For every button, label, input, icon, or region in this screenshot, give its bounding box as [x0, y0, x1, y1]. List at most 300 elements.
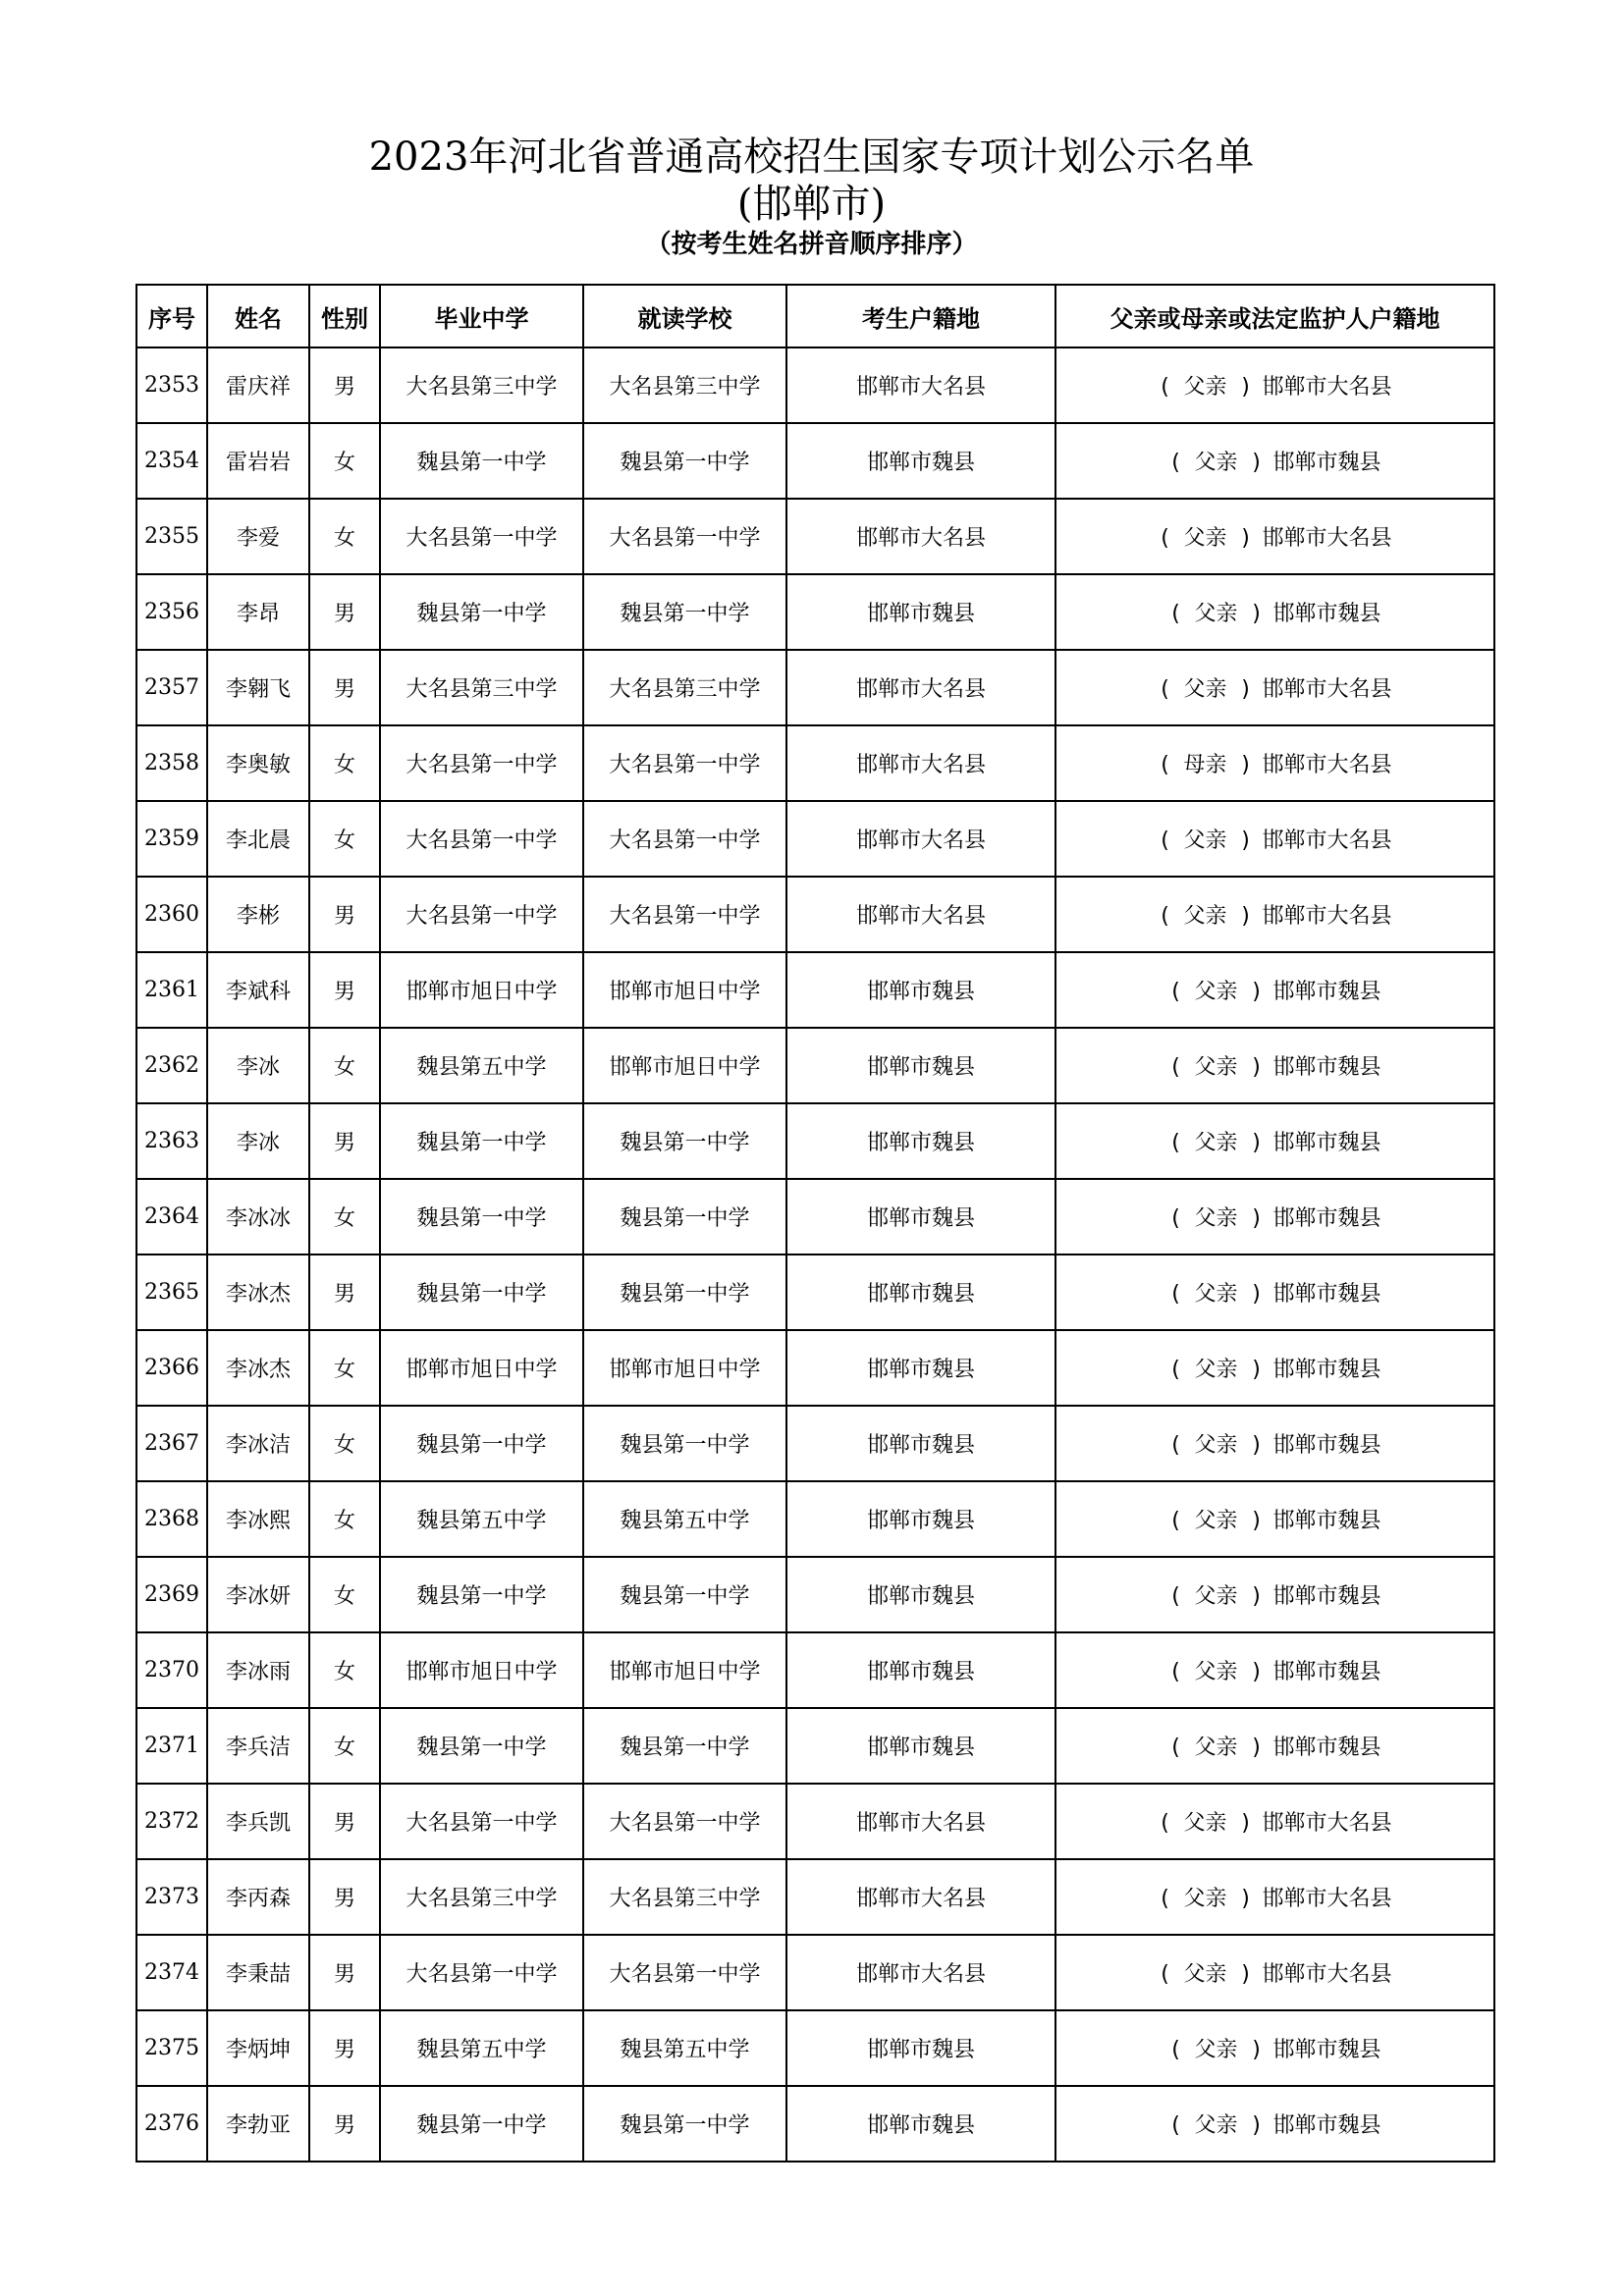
- guardian-relation: 父亲: [1183, 375, 1227, 400]
- cell-gender: 男: [309, 2010, 380, 2086]
- table-row: [136, 1103, 1494, 1179]
- cell-seq: 2358: [136, 725, 207, 801]
- guardian-residence: 邯郸市大名县: [1262, 1811, 1392, 1836]
- cell-name: 李昂: [207, 574, 309, 650]
- cell-guardian: [1055, 1859, 1494, 1935]
- cell-grad-school: 大名县第一中学: [380, 1935, 583, 2010]
- cell-seq: 2366: [136, 1330, 207, 1406]
- open-paren: (: [1161, 753, 1169, 777]
- table-row: [136, 2010, 1494, 2086]
- table-row: [136, 574, 1494, 650]
- cell-name: 雷岩岩: [207, 423, 309, 499]
- cell-gender: 女: [309, 1406, 380, 1481]
- close-paren: ): [1252, 1055, 1261, 1080]
- cell-seq: 2362: [136, 1028, 207, 1103]
- cell-name: 李彬: [207, 877, 309, 952]
- cell-name: 李斌科: [207, 952, 309, 1028]
- header-name: 姓名: [207, 285, 309, 347]
- close-paren: ): [1252, 1282, 1261, 1307]
- cell-seq: 2363: [136, 1103, 207, 1179]
- table-row: [136, 1784, 1494, 1859]
- header-seq: 序号: [136, 285, 207, 347]
- table-row: [136, 1028, 1494, 1103]
- guardian-relation: 父亲: [1194, 602, 1238, 626]
- cell-gender: 女: [309, 1632, 380, 1708]
- cell-name: 李冰洁: [207, 1406, 309, 1481]
- open-paren: (: [1161, 1887, 1169, 1911]
- guardian-relation: 父亲: [1194, 1509, 1238, 1533]
- open-paren: (: [1161, 1811, 1169, 1836]
- cell-guardian: [1055, 952, 1494, 1028]
- cell-residence: 邯郸市魏县: [786, 423, 1055, 499]
- cell-name: 李冰雨: [207, 1632, 309, 1708]
- open-paren: (: [1171, 1660, 1180, 1684]
- cell-name: 李冰妍: [207, 1557, 309, 1632]
- cell-name: 李勃亚: [207, 2086, 309, 2162]
- open-paren: (: [1171, 1131, 1180, 1155]
- guardian-residence: 邯郸市魏县: [1272, 980, 1381, 1004]
- cell-study-school: 大名县第一中学: [583, 1935, 786, 2010]
- cell-study-school: 大名县第三中学: [583, 650, 786, 725]
- guardian-relation: 父亲: [1183, 828, 1227, 853]
- cell-guardian: [1055, 1481, 1494, 1557]
- guardian-residence: 邯郸市魏县: [1272, 1131, 1381, 1155]
- cell-name: 李冰杰: [207, 1255, 309, 1330]
- page-title: 2023年河北省普通高校招生国家专项计划公示名单: [368, 134, 1255, 180]
- cell-name: 李秉喆: [207, 1935, 309, 2010]
- table-row: [136, 650, 1494, 725]
- cell-study-school: 魏县第一中学: [583, 574, 786, 650]
- open-paren: (: [1161, 526, 1169, 551]
- cell-grad-school: 大名县第一中学: [380, 877, 583, 952]
- close-paren: ): [1252, 2113, 1261, 2138]
- cell-guardian: [1055, 1330, 1494, 1406]
- cell-study-school: 邯郸市旭日中学: [583, 1028, 786, 1103]
- table-row: [136, 1330, 1494, 1406]
- cell-gender: 男: [309, 1784, 380, 1859]
- cell-residence: 邯郸市魏县: [786, 2010, 1055, 2086]
- cell-guardian: [1055, 1784, 1494, 1859]
- close-paren: ): [1241, 1811, 1250, 1836]
- cell-grad-school: 魏县第一中学: [380, 1406, 583, 1481]
- cell-residence: 邯郸市魏县: [786, 1330, 1055, 1406]
- cell-grad-school: 魏县第一中学: [380, 2086, 583, 2162]
- cell-name: 李奥敏: [207, 725, 309, 801]
- cell-study-school: 大名县第一中学: [583, 499, 786, 574]
- cell-study-school: 邯郸市旭日中学: [583, 1632, 786, 1708]
- guardian-residence: 邯郸市魏县: [1272, 451, 1381, 475]
- guardian-relation: 父亲: [1194, 1055, 1238, 1080]
- cell-study-school: 邯郸市旭日中学: [583, 1330, 786, 1406]
- cell-grad-school: 邯郸市旭日中学: [380, 952, 583, 1028]
- cell-guardian: [1055, 801, 1494, 877]
- guardian-residence: 邯郸市魏县: [1272, 1433, 1381, 1458]
- header-gender: 性别: [309, 285, 380, 347]
- cell-seq: 2372: [136, 1784, 207, 1859]
- cell-gender: 女: [309, 1028, 380, 1103]
- table-row: [136, 1406, 1494, 1481]
- cell-grad-school: 魏县第五中学: [380, 1028, 583, 1103]
- open-paren: (: [1171, 1584, 1180, 1609]
- cell-gender: 男: [309, 1935, 380, 2010]
- cell-seq: 2364: [136, 1179, 207, 1255]
- cell-study-school: 大名县第一中学: [583, 877, 786, 952]
- cell-seq: 2355: [136, 499, 207, 574]
- open-paren: (: [1171, 1509, 1180, 1533]
- cell-seq: 2354: [136, 423, 207, 499]
- close-paren: ): [1252, 451, 1261, 475]
- cell-gender: 男: [309, 574, 380, 650]
- cell-guardian: [1055, 650, 1494, 725]
- cell-guardian: [1055, 1103, 1494, 1179]
- close-paren: ): [1241, 526, 1250, 551]
- roster-table: [135, 284, 1495, 2163]
- cell-name: 李兵凯: [207, 1784, 309, 1859]
- cell-gender: 女: [309, 1179, 380, 1255]
- close-paren: ): [1241, 904, 1250, 929]
- sort-note: （按考生姓名拼音顺序排序）: [645, 230, 978, 259]
- guardian-residence: 邯郸市魏县: [1272, 1509, 1381, 1533]
- cell-guardian: [1055, 347, 1494, 423]
- cell-guardian: [1055, 423, 1494, 499]
- guardian-residence: 邯郸市魏县: [1272, 2038, 1381, 2062]
- guardian-relation: 父亲: [1194, 1282, 1238, 1307]
- cell-gender: 男: [309, 1103, 380, 1179]
- open-paren: (: [1161, 677, 1169, 702]
- guardian-relation: 父亲: [1183, 1811, 1227, 1836]
- cell-name: 李兵洁: [207, 1708, 309, 1784]
- cell-seq: 2357: [136, 650, 207, 725]
- cell-seq: 2368: [136, 1481, 207, 1557]
- guardian-relation: 父亲: [1194, 1131, 1238, 1155]
- cell-gender: 女: [309, 1708, 380, 1784]
- open-paren: (: [1171, 980, 1180, 1004]
- cell-guardian: [1055, 1708, 1494, 1784]
- cell-residence: 邯郸市大名县: [786, 650, 1055, 725]
- guardian-relation: 父亲: [1194, 2038, 1238, 2062]
- cell-residence: 邯郸市大名县: [786, 877, 1055, 952]
- cell-seq: 2375: [136, 2010, 207, 2086]
- cell-guardian: [1055, 1406, 1494, 1481]
- cell-name: 李冰: [207, 1103, 309, 1179]
- open-paren: (: [1171, 1433, 1180, 1458]
- guardian-residence: 邯郸市大名县: [1262, 753, 1392, 777]
- cell-seq: 2361: [136, 952, 207, 1028]
- close-paren: ): [1252, 1131, 1261, 1155]
- cell-seq: 2360: [136, 877, 207, 952]
- cell-gender: 男: [309, 952, 380, 1028]
- guardian-residence: 邯郸市大名县: [1262, 1887, 1392, 1911]
- guardian-relation: 父亲: [1194, 451, 1238, 475]
- header-residence: 考生户籍地: [786, 285, 1055, 347]
- cell-residence: 邯郸市魏县: [786, 1632, 1055, 1708]
- cell-grad-school: 魏县第一中学: [380, 1708, 583, 1784]
- open-paren: (: [1171, 1206, 1180, 1231]
- cell-guardian: [1055, 2010, 1494, 2086]
- cell-seq: 2367: [136, 1406, 207, 1481]
- cell-gender: 女: [309, 499, 380, 574]
- cell-grad-school: 魏县第一中学: [380, 1103, 583, 1179]
- close-paren: ): [1241, 677, 1250, 702]
- cell-guardian: [1055, 1557, 1494, 1632]
- cell-residence: 邯郸市魏县: [786, 2086, 1055, 2162]
- cell-study-school: 魏县第一中学: [583, 2086, 786, 2162]
- cell-name: 李冰杰: [207, 1330, 309, 1406]
- cell-name: 李北晨: [207, 801, 309, 877]
- close-paren: ): [1252, 602, 1261, 626]
- cell-guardian: [1055, 1179, 1494, 1255]
- cell-study-school: 大名县第三中学: [583, 347, 786, 423]
- cell-guardian: [1055, 1935, 1494, 2010]
- table-row: [136, 1935, 1494, 2010]
- guardian-residence: 邯郸市大名县: [1262, 677, 1392, 702]
- guardian-relation: 父亲: [1194, 2113, 1238, 2138]
- page-subtitle: (邯郸市): [736, 182, 887, 227]
- cell-guardian: [1055, 574, 1494, 650]
- cell-seq: 2353: [136, 347, 207, 423]
- cell-name: 李炳坤: [207, 2010, 309, 2086]
- header-grad-school: 毕业中学: [380, 285, 583, 347]
- cell-study-school: 大名县第三中学: [583, 1859, 786, 1935]
- close-paren: ): [1252, 1358, 1261, 1382]
- table-row: [136, 2086, 1494, 2162]
- cell-seq: 2371: [136, 1708, 207, 1784]
- cell-grad-school: 大名县第一中学: [380, 1784, 583, 1859]
- cell-residence: 邯郸市魏县: [786, 1028, 1055, 1103]
- cell-gender: 女: [309, 1330, 380, 1406]
- guardian-residence: 邯郸市大名县: [1262, 904, 1392, 929]
- cell-seq: 2359: [136, 801, 207, 877]
- cell-residence: 邯郸市魏县: [786, 1255, 1055, 1330]
- cell-residence: 邯郸市魏县: [786, 1406, 1055, 1481]
- table-row: [136, 952, 1494, 1028]
- cell-gender: 女: [309, 801, 380, 877]
- table-row: [136, 801, 1494, 877]
- guardian-residence: 邯郸市魏县: [1272, 602, 1381, 626]
- cell-gender: 女: [309, 423, 380, 499]
- guardian-relation: 父亲: [1194, 1660, 1238, 1684]
- cell-residence: 邯郸市魏县: [786, 1708, 1055, 1784]
- cell-seq: 2369: [136, 1557, 207, 1632]
- cell-guardian: [1055, 877, 1494, 952]
- close-paren: ): [1252, 1735, 1261, 1760]
- open-paren: (: [1171, 2113, 1180, 2138]
- cell-seq: 2365: [136, 1255, 207, 1330]
- cell-grad-school: 魏县第一中学: [380, 1255, 583, 1330]
- cell-grad-school: 魏县第五中学: [380, 1481, 583, 1557]
- table-row: [136, 499, 1494, 574]
- cell-grad-school: 魏县第一中学: [380, 1179, 583, 1255]
- cell-residence: 邯郸市大名县: [786, 725, 1055, 801]
- header-row: [136, 285, 1494, 347]
- open-paren: (: [1171, 1055, 1180, 1080]
- cell-guardian: [1055, 725, 1494, 801]
- cell-gender: 男: [309, 2086, 380, 2162]
- guardian-residence: 邯郸市大名县: [1262, 828, 1392, 853]
- cell-residence: 邯郸市魏县: [786, 1103, 1055, 1179]
- cell-study-school: 邯郸市旭日中学: [583, 952, 786, 1028]
- cell-gender: 女: [309, 725, 380, 801]
- cell-gender: 女: [309, 1557, 380, 1632]
- cell-study-school: 魏县第一中学: [583, 1557, 786, 1632]
- cell-guardian: [1055, 1255, 1494, 1330]
- close-paren: ): [1241, 828, 1250, 853]
- table-row: [136, 1179, 1494, 1255]
- close-paren: ): [1241, 1887, 1250, 1911]
- cell-seq: 2370: [136, 1632, 207, 1708]
- cell-grad-school: 魏县第一中学: [380, 423, 583, 499]
- guardian-relation: 父亲: [1194, 1584, 1238, 1609]
- guardian-residence: 邯郸市魏县: [1272, 1206, 1381, 1231]
- close-paren: ): [1241, 375, 1250, 400]
- table-row: [136, 347, 1494, 423]
- cell-study-school: 魏县第一中学: [583, 423, 786, 499]
- cell-grad-school: 魏县第五中学: [380, 2010, 583, 2086]
- table-row: [136, 1255, 1494, 1330]
- guardian-relation: 父亲: [1183, 677, 1227, 702]
- close-paren: ): [1241, 753, 1250, 777]
- cell-grad-school: 邯郸市旭日中学: [380, 1330, 583, 1406]
- guardian-relation: 父亲: [1183, 1962, 1227, 1987]
- cell-guardian: [1055, 499, 1494, 574]
- guardian-relation: 父亲: [1194, 1206, 1238, 1231]
- cell-grad-school: 魏县第一中学: [380, 574, 583, 650]
- cell-gender: 男: [309, 877, 380, 952]
- cell-name: 李翱飞: [207, 650, 309, 725]
- table-row: [136, 1708, 1494, 1784]
- cell-study-school: 魏县第一中学: [583, 1406, 786, 1481]
- open-paren: (: [1171, 602, 1180, 626]
- cell-study-school: 魏县第五中学: [583, 1481, 786, 1557]
- open-paren: (: [1161, 828, 1169, 853]
- cell-name: 李丙森: [207, 1859, 309, 1935]
- table-body: [136, 347, 1494, 2162]
- cell-name: 李冰: [207, 1028, 309, 1103]
- guardian-relation: 父亲: [1183, 526, 1227, 551]
- cell-residence: 邯郸市大名县: [786, 499, 1055, 574]
- close-paren: ): [1252, 980, 1261, 1004]
- close-paren: ): [1241, 1962, 1250, 1987]
- table-row: [136, 725, 1494, 801]
- guardian-residence: 邯郸市大名县: [1262, 1962, 1392, 1987]
- guardian-residence: 邯郸市大名县: [1262, 375, 1392, 400]
- cell-seq: 2356: [136, 574, 207, 650]
- cell-grad-school: 魏县第一中学: [380, 1557, 583, 1632]
- cell-guardian: [1055, 2086, 1494, 2162]
- open-paren: (: [1161, 1962, 1169, 1987]
- cell-guardian: [1055, 1632, 1494, 1708]
- cell-study-school: 魏县第一中学: [583, 1103, 786, 1179]
- cell-study-school: 魏县第一中学: [583, 1708, 786, 1784]
- cell-grad-school: 大名县第三中学: [380, 650, 583, 725]
- table-row: [136, 1632, 1494, 1708]
- close-paren: ): [1252, 1509, 1261, 1533]
- open-paren: (: [1171, 1735, 1180, 1760]
- guardian-residence: 邯郸市魏县: [1272, 2113, 1381, 2138]
- guardian-residence: 邯郸市魏县: [1272, 1282, 1381, 1307]
- table-header: [136, 285, 1494, 347]
- guardian-relation: 父亲: [1194, 1735, 1238, 1760]
- cell-residence: 邯郸市大名县: [786, 347, 1055, 423]
- guardian-residence: 邯郸市魏县: [1272, 1735, 1381, 1760]
- cell-residence: 邯郸市魏县: [786, 952, 1055, 1028]
- cell-study-school: 魏县第五中学: [583, 2010, 786, 2086]
- guardian-residence: 邯郸市魏县: [1272, 1055, 1381, 1080]
- guardian-relation: 父亲: [1183, 1887, 1227, 1911]
- guardian-relation: 父亲: [1183, 904, 1227, 929]
- cell-gender: 男: [309, 1859, 380, 1935]
- guardian-relation: 父亲: [1194, 1358, 1238, 1382]
- cell-residence: 邯郸市大名县: [786, 1935, 1055, 2010]
- table-row: [136, 877, 1494, 952]
- cell-grad-school: 大名县第一中学: [380, 725, 583, 801]
- close-paren: ): [1252, 2038, 1261, 2062]
- close-paren: ): [1252, 1433, 1261, 1458]
- cell-grad-school: 大名县第三中学: [380, 1859, 583, 1935]
- cell-grad-school: 大名县第三中学: [380, 347, 583, 423]
- open-paren: (: [1171, 2038, 1180, 2062]
- guardian-relation: 父亲: [1194, 1433, 1238, 1458]
- guardian-residence: 邯郸市魏县: [1272, 1660, 1381, 1684]
- header-study-school: 就读学校: [583, 285, 786, 347]
- guardian-residence: 邯郸市魏县: [1272, 1584, 1381, 1609]
- guardian-relation: 母亲: [1183, 753, 1227, 777]
- table-row: [136, 1859, 1494, 1935]
- cell-study-school: 大名县第一中学: [583, 1784, 786, 1859]
- cell-name: 李冰熙: [207, 1481, 309, 1557]
- open-paren: (: [1171, 451, 1180, 475]
- close-paren: ): [1252, 1584, 1261, 1609]
- table-row: [136, 1481, 1494, 1557]
- cell-name: 李爱: [207, 499, 309, 574]
- cell-residence: 邯郸市大名县: [786, 801, 1055, 877]
- cell-residence: 邯郸市魏县: [786, 1557, 1055, 1632]
- close-paren: ): [1252, 1660, 1261, 1684]
- cell-residence: 邯郸市魏县: [786, 1481, 1055, 1557]
- guardian-residence: 邯郸市大名县: [1262, 526, 1392, 551]
- cell-study-school: 魏县第一中学: [583, 1255, 786, 1330]
- cell-residence: 邯郸市大名县: [786, 1859, 1055, 1935]
- cell-study-school: 大名县第一中学: [583, 725, 786, 801]
- cell-gender: 男: [309, 347, 380, 423]
- table-row: [136, 1557, 1494, 1632]
- cell-grad-school: 邯郸市旭日中学: [380, 1632, 583, 1708]
- cell-gender: 女: [309, 1481, 380, 1557]
- cell-guardian: [1055, 1028, 1494, 1103]
- cell-name: 雷庆祥: [207, 347, 309, 423]
- open-paren: (: [1171, 1358, 1180, 1382]
- cell-residence: 邯郸市大名县: [786, 1784, 1055, 1859]
- cell-grad-school: 大名县第一中学: [380, 801, 583, 877]
- table-row: [136, 423, 1494, 499]
- cell-grad-school: 大名县第一中学: [380, 499, 583, 574]
- cell-seq: 2374: [136, 1935, 207, 2010]
- guardian-residence: 邯郸市魏县: [1272, 1358, 1381, 1382]
- cell-study-school: 魏县第一中学: [583, 1179, 786, 1255]
- cell-name: 李冰冰: [207, 1179, 309, 1255]
- cell-seq: 2373: [136, 1859, 207, 1935]
- cell-residence: 邯郸市魏县: [786, 574, 1055, 650]
- header-guardian-residence: 父亲或母亲或法定监护人户籍地: [1055, 285, 1494, 347]
- guardian-relation: 父亲: [1194, 980, 1238, 1004]
- cell-study-school: 大名县第一中学: [583, 801, 786, 877]
- close-paren: ): [1252, 1206, 1261, 1231]
- cell-residence: 邯郸市魏县: [786, 1179, 1055, 1255]
- open-paren: (: [1161, 904, 1169, 929]
- open-paren: (: [1171, 1282, 1180, 1307]
- open-paren: (: [1161, 375, 1169, 400]
- cell-gender: 男: [309, 1255, 380, 1330]
